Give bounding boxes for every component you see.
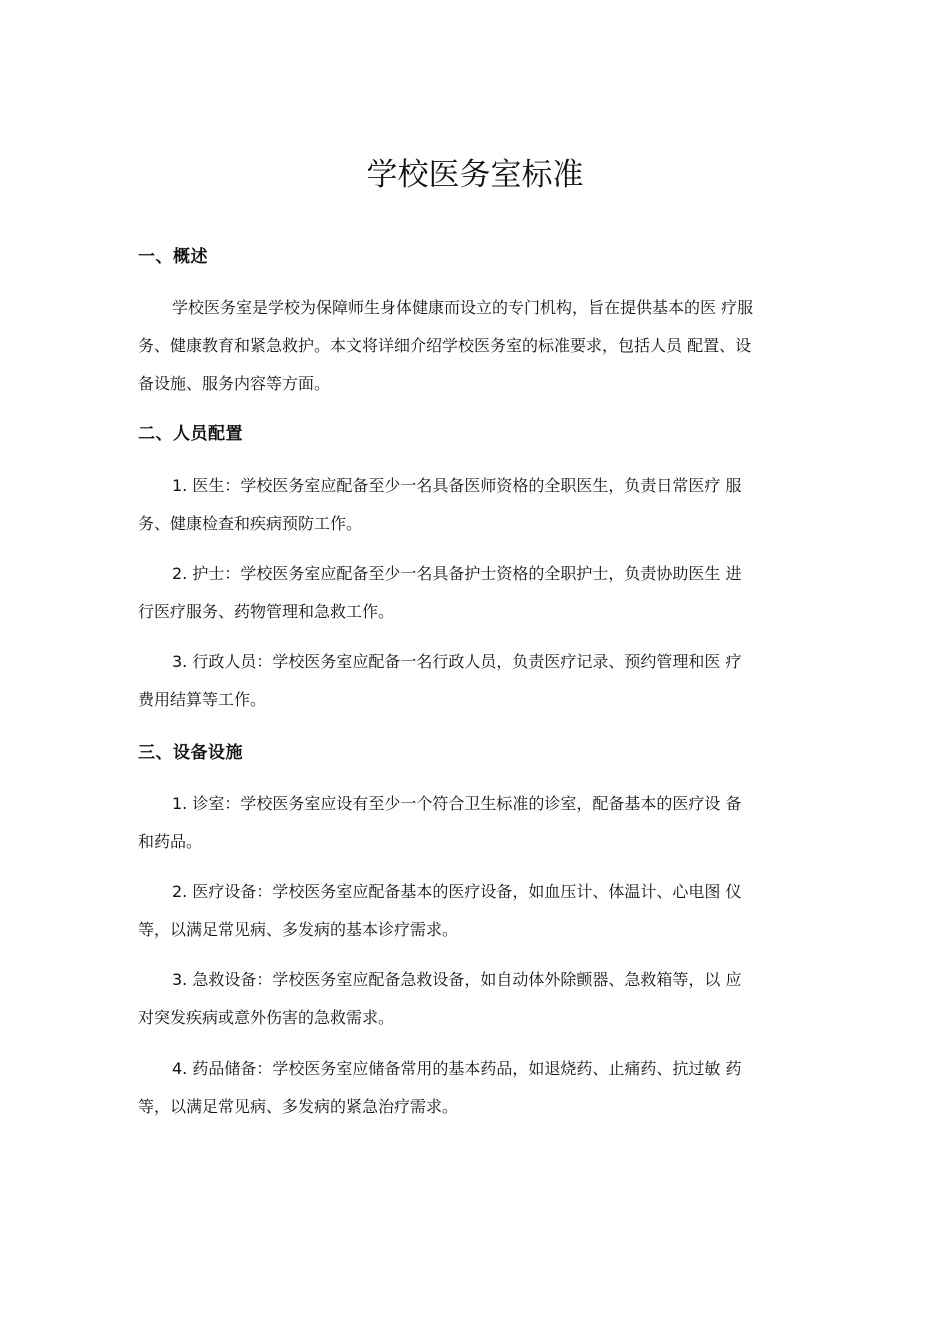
paragraph-equipment-medicine (138, 1050, 818, 1126)
section-heading-equipment: 三、设备设施 (138, 743, 243, 763)
paragraph-line: 务、健康教育和紧急救护。本文将详细介绍学校医务室的标准要求，包括人员 配置、设 (138, 336, 752, 355)
paragraph-line: 务、健康检查和疾病预防工作。 (138, 514, 363, 533)
paragraph-line: 等，以满足常见病、多发病的紧急治疗需求。 (138, 1097, 459, 1116)
paragraph-line: 2. 医疗设备：学校医务室应配备基本的医疗设备，如血压计、体温计、心电图 仪 (172, 882, 742, 901)
paragraph-equipment-clinic (138, 785, 818, 861)
paragraph-equipment-emergency (138, 961, 818, 1037)
paragraph-line: 1. 医生：学校医务室应配备至少一名具备医师资格的全职医生，负责日常医疗 服 (172, 476, 742, 495)
paragraph-line: 3. 行政人员：学校医务室应配备一名行政人员，负责医疗记录、预约管理和医 疗 (172, 652, 742, 671)
paragraph-staffing-doctor (138, 467, 818, 543)
paragraph-line: 和药品。 (138, 832, 203, 851)
paragraph-overview (138, 289, 818, 403)
paragraph-staffing-admin (138, 643, 818, 719)
section-heading-staffing: 二、人员配置 (138, 424, 243, 444)
paragraph-line: 费用结算等工作。 (138, 690, 267, 709)
document-title: 学校医务室标准 (366, 157, 584, 193)
paragraph-line: 备设施、服务内容等方面。 (138, 374, 331, 393)
paragraph-line: 1. 诊室：学校医务室应设有至少一个符合卫生标准的诊室，配备基本的医疗设 备 (172, 794, 742, 813)
section-heading-overview: 一、概述 (138, 247, 208, 267)
paragraph-equipment-medical (138, 873, 818, 949)
paragraph-line: 2. 护士：学校医务室应配备至少一名具备护士资格的全职护士，负责协助医生 进 (172, 564, 742, 583)
paragraph-line: 行医疗服务、药物管理和急救工作。 (138, 602, 395, 621)
paragraph-line: 等，以满足常见病、多发病的基本诊疗需求。 (138, 920, 459, 939)
paragraph-line: 对突发疾病或意外伤害的急救需求。 (138, 1008, 395, 1027)
paragraph-staffing-nurse (138, 555, 818, 631)
paragraph-line: 3. 急救设备：学校医务室应配备急救设备，如自动体外除颤器、急救箱等，以 应 (172, 970, 742, 989)
paragraph-line: 学校医务室是学校为保障师生身体健康而设立的专门机构，旨在提供基本的医 疗服 (172, 298, 754, 317)
paragraph-line: 4. 药品储备：学校医务室应储备常用的基本药品，如退烧药、止痛药、抗过敏 药 (172, 1059, 742, 1078)
